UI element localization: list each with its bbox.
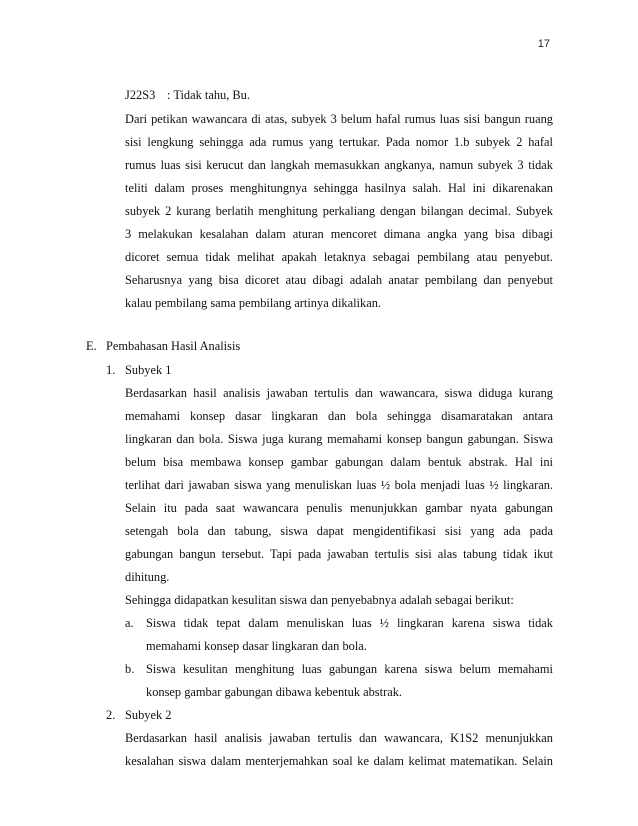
paragraph-line: Berdasarkan hasil analisis jawaban tertulis dan wawancara, K1S2 menunjukkan bbox=[125, 731, 553, 745]
section-title: Pembahasan Hasil Analisis bbox=[106, 339, 241, 353]
dialogue-text: : Tidak tahu, Bu. bbox=[167, 88, 250, 102]
paragraph-line: dihitung. bbox=[125, 570, 170, 584]
subject-marker: 2. bbox=[106, 708, 116, 722]
subject-title: Subyek 1 bbox=[125, 363, 172, 377]
paragraph-line: teliti dalam proses menghitungnya sehingga hasilnya salah. Hal ini dikarenakan bbox=[125, 181, 553, 195]
list-item-line: memahami konsep dasar lingkaran dan bola. bbox=[146, 639, 367, 653]
paragraph-line: Berdasarkan hasil analisis jawaban tertulis dan wawancara, siswa diduga kurang bbox=[125, 386, 553, 400]
paragraph-line: belum bisa membawa konsep gambar gabungan dalam bentuk abstrak. Hal ini bbox=[125, 455, 553, 469]
paragraph-line: rumus luas sisi kerucut dan langkah memasukkan angkanya, namun subyek 3 tidak bbox=[125, 158, 553, 172]
paragraph-line: setengah bola dan tabung, siswa dapat mengidentifikasi sisi yang ada pada bbox=[125, 524, 553, 538]
dialogue-speaker: J22S3 bbox=[125, 88, 156, 102]
paragraph-line: memahami konsep dasar lingkaran dan bola sehingga disamaratakan antara bbox=[125, 409, 553, 423]
paragraph-line: dicoret semua tidak melihat apakah letaknya sebagai pembilang atau penyebut. bbox=[125, 250, 553, 264]
page-number: 17 bbox=[537, 38, 550, 50]
subject-title: Subyek 2 bbox=[125, 708, 172, 722]
section-marker: E. bbox=[86, 339, 97, 353]
list-item-line: Siswa kesulitan menghitung luas gabungan karena siswa belum memahami bbox=[146, 662, 553, 676]
paragraph-line: Seharusnya yang bisa dicoret atau dibagi adalah anatar pembilang dan penyebut bbox=[125, 273, 553, 287]
summary-line: Sehingga didapatkan kesulitan siswa dan penyebabnya adalah sebagai berikut: bbox=[125, 593, 514, 607]
list-item-line: konsep gambar gabungan dibawa kebentuk abstrak. bbox=[146, 685, 402, 699]
paragraph-line: sisi lengkung sehingga ada rumus yang tertukar. Pada nomor 1.b subyek 2 hafal bbox=[125, 135, 553, 149]
subject-marker: 1. bbox=[106, 363, 116, 377]
paragraph-line: lingkaran dan bola. Siswa juga kurang memahami konsep bangun gabungan. Siswa bbox=[125, 432, 553, 446]
paragraph-line: Selain itu pada saat wawancara penulis menunjukkan gambar nyata gabungan bbox=[125, 501, 553, 515]
list-item-line: Siswa tidak tepat dalam menuliskan luas ½ lingkaran karena siswa tidak bbox=[146, 616, 553, 630]
list-item-marker: a. bbox=[125, 616, 134, 630]
paragraph-line: gabungan bangun tersebut. Tapi pada jawaban tertulis sisi alas tabung tidak ikut bbox=[125, 547, 553, 561]
paragraph-line: kesalahan siswa dalam menterjemahkan soal ke dalam kelimat matematikan. Selain bbox=[125, 754, 553, 768]
paragraph-line: kalau pembilang sama pembilang artinya dikalikan. bbox=[125, 296, 381, 310]
paragraph-line: Dari petikan wawancara di atas, subyek 3 belum hafal rumus luas sisi bangun ruang bbox=[125, 112, 553, 126]
paragraph-line: terlihat dari jawaban siswa yang menuliskan luas ½ bola menjadi luas ½ lingkaran. bbox=[125, 478, 553, 492]
paragraph-line: subyek 2 kurang berlatih menghitung perkaliang dengan bilangan decimal. Subyek bbox=[125, 204, 553, 218]
paragraph-line: 3 melakukan kesalahan dalam aturan mencoret dimana angka yang bisa dibagi bbox=[125, 227, 553, 241]
list-item-marker: b. bbox=[125, 662, 135, 676]
